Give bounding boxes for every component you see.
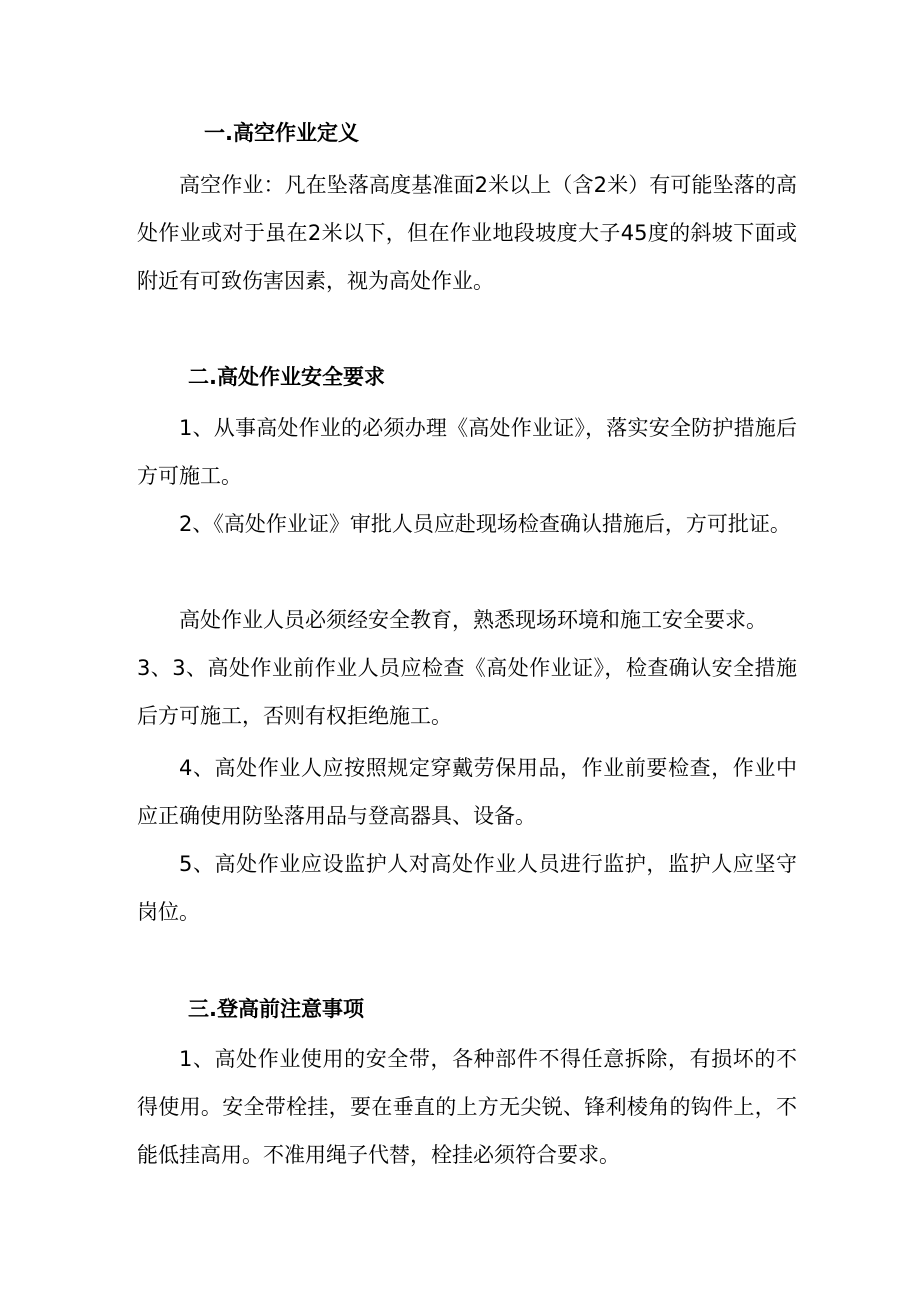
section-heading-definition: 一.高空作业定义	[204, 121, 359, 145]
section-heading-pre-climbing-notes: 三.登高前注意事项	[188, 997, 364, 1021]
paragraph-requirement-1: 1、从事高处作业的必须办理《高处作业证》，落实安全防护措施后方可施工。	[137, 416, 797, 488]
paragraph-safety-education: 高处作业人员必须经安全教育，熟悉现场环境和施工安全要求。	[179, 608, 767, 632]
paragraph-definition: 高空作业：凡在坠落高度基准面2米以上（含2米）有可能坠落的高处作业或对于虽在2米以下，但在作业地段坡度大子45度的斜坡下面或附近有可致伤害因素，视为高处作业。	[137, 173, 797, 293]
paragraph-requirement-2: 2、《高处作业证》审批人员应赴现场检查确认措施后，方可批证。	[179, 512, 791, 536]
paragraph-requirement-5: 5、高处作业应设监护人对高处作业人员进行监护，监护人应坚守岗位。	[137, 852, 797, 924]
paragraph-requirement-3: 3、3、高处作业前作业人员应检查《高处作业证》，检查确认安全措施后方可施工，否则有权拒绝施工。	[137, 656, 797, 728]
section-heading-safety-requirements: 二.高处作业安全要求	[188, 365, 385, 389]
paragraph-requirement-4: 4、高处作业人应按照规定穿戴劳保用品，作业前要检查，作业中应正确使用防坠落用品与登高器具、设备。	[137, 756, 797, 828]
paragraph-safety-belt: 1、高处作业使用的安全带，各种部件不得任意拆除，有损坏的不得使用。安全带栓挂，要在垂直的上方无尖锐、锋利棱角的钩件上，不能低挂高用。不准用绳子代替，栓挂必须符合要求。	[137, 1047, 797, 1167]
